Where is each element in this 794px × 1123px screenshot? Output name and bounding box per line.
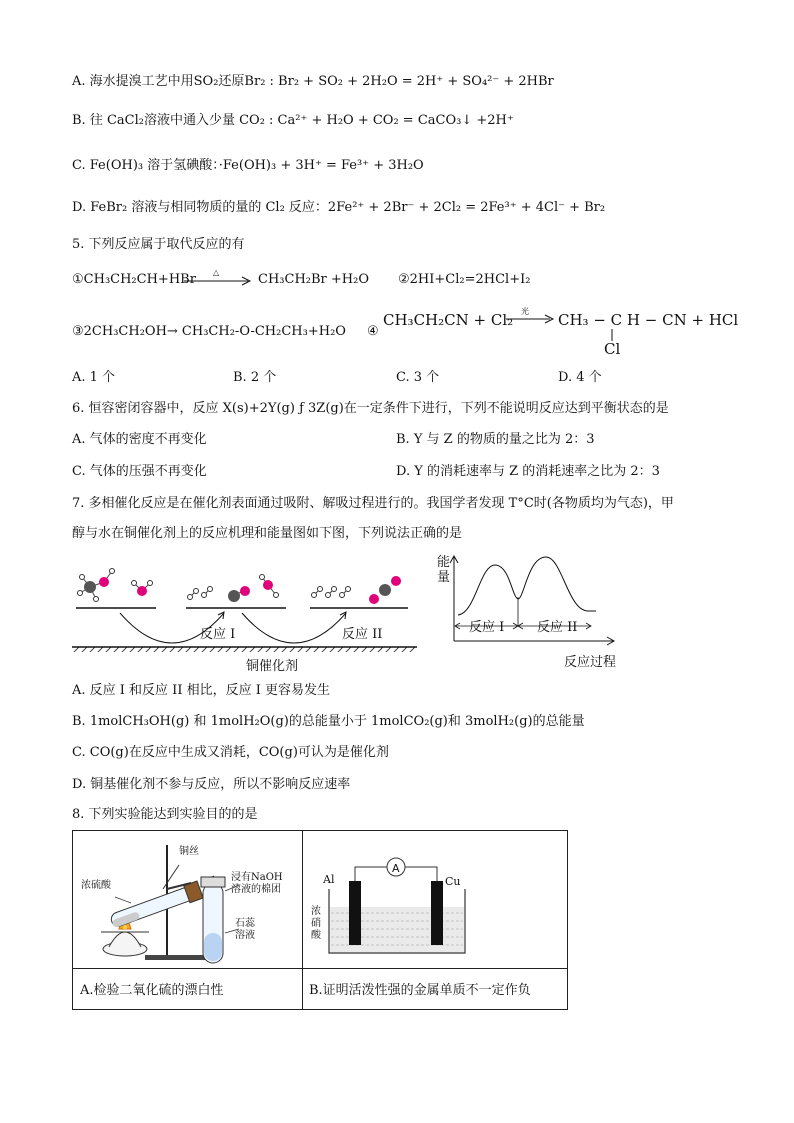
q8-caption-a: A.检验二氧化硫的漂白性 <box>80 983 224 998</box>
q5-reaction-1-right: CH₃CH₂Br +H₂O <box>258 272 369 287</box>
q7-energy-label-reaction-2: 反应 II <box>537 620 578 635</box>
q7-stem-line-1: 7. 多相催化反应是在催化剂表面通过吸附、解吸过程进行的。我国学者发现 T°C时(各物质均为气态)，甲 <box>72 496 674 511</box>
q8-label-al: Al <box>323 873 335 886</box>
q5-option-a: A. 1 个 <box>72 370 116 385</box>
q5-reaction-3: ③2CH₃CH₂OH→ CH₃CH₂-O-CH₂CH₃+H₂O <box>72 324 346 339</box>
q5-reaction-4-number: ④ <box>367 324 379 339</box>
q8-label-nitric-acid-1: 浓 <box>311 906 321 917</box>
q6-option-c: C. 气体的压强不再变化 <box>72 464 207 479</box>
q5-reaction-1-left: ①CH₃CH₂CH+HBr <box>72 272 196 287</box>
q5-reaction-4-left: CH₃CH₂CN + Cl₂ <box>383 311 514 329</box>
q5-option-d: D. 4 个 <box>558 370 602 385</box>
q7-stem-line-2: 醇与水在铜催化剂上的反应机理和能量图如下图，下列说法正确的是 <box>72 526 463 541</box>
q8-label-nitric-acid-2: 硝 <box>311 918 321 929</box>
q6-option-b: B. Y 与 Z 的物质的量之比为 2：3 <box>396 432 595 447</box>
q5-reaction-1-condition: △ <box>213 268 220 277</box>
q8-stem: 8. 下列实验能达到实验目的的是 <box>72 807 258 822</box>
q6-option-a: A. 气体的密度不再变化 <box>72 432 207 447</box>
q7-option-c: C. CO(g)在反应中生成又消耗，CO(g)可认为是催化剂 <box>72 745 389 760</box>
q4-option-a: A. 海水提溴工艺中用SO₂还原Br₂ : Br₂ + SO₂ + 2H₂O = 2H⁺ + SO₄²⁻ + 2HBr <box>72 74 554 89</box>
q5-reaction-2: ②2HI+Cl₂=2HCl+I₂ <box>398 272 531 287</box>
q8-label-nitric-acid-3: 酸 <box>311 930 321 941</box>
q7-mechanism-label-reaction-1: 反应 I <box>200 627 236 642</box>
q8-label-naoh-cotton-2: 溶液的棉团 <box>231 884 281 895</box>
q7-energy-axis-label: 能量 <box>437 555 451 585</box>
q8-label-litmus-1: 石蕊 <box>235 918 255 929</box>
q7-option-d: D. 铜基催化剂不参与反应，所以不影响反应速率 <box>72 777 351 792</box>
q5-option-c: C. 3 个 <box>396 370 440 385</box>
q4-option-b: B. 往 CaCl₂溶液中通入少量 CO₂ : Ca²⁺ + H₂O + CO₂ = CaCO₃↓ +2H⁺ <box>72 113 514 128</box>
q7-energy-label-reaction-1: 反应 I <box>469 620 505 635</box>
q5-reaction-4-arrow <box>505 310 555 326</box>
q7-mechanism-figure <box>72 555 422 675</box>
q8-label-copper-wire: 铜丝 <box>179 846 199 857</box>
q4-option-d: D. FeBr₂ 溶液与相同物质的量的 Cl₂ 反应：2Fe²⁺ + 2Br⁻ + 2Cl₂ = 2Fe³⁺ + 4Cl⁻ + Br₂ <box>72 200 606 215</box>
q5-option-b: B. 2 个 <box>233 370 277 385</box>
q5-stem: 5. 下列反应属于取代反应的有 <box>72 237 245 252</box>
q7-option-b: B. 1molCH₃OH(g) 和 1molH₂O(g)的总能量小于 1molCO₂(g)和 3molH₂(g)的总能量 <box>72 714 585 729</box>
q7-catalyst-label: 铜催化剂 <box>246 659 299 674</box>
q8-caption-b: B.证明活泼性强的金属单质不一定作负 <box>309 983 531 998</box>
q7-mechanism-label-reaction-2: 反应 II <box>342 627 383 642</box>
q6-option-d: D. Y 的消耗速率与 Z 的消耗速率之比为 2：3 <box>396 464 660 479</box>
q5-reaction-4-right: CH₃ − C H − CN + HCl <box>558 311 739 329</box>
q4-option-c: C. Fe(OH)₃ 溶于氢碘酸：·Fe(OH)₃ + 3H⁺ = Fe³⁺ + 3H₂O <box>72 158 424 173</box>
q8-label-litmus-2: 溶液 <box>235 930 255 941</box>
q7-option-a: A. 反应 I 和反应 II 相比，反应 I 更容易发生 <box>72 683 330 698</box>
q5-reaction-4-condition: 光 <box>521 307 529 316</box>
q8-label-cu: Cu <box>445 875 461 888</box>
q7-energy-diagram <box>436 555 636 660</box>
q5-reaction-4-substituent: Cl <box>604 340 621 358</box>
q8-experiment-table <box>72 830 568 1010</box>
q6-stem: 6. 恒容密闭容器中，反应 X(s)+2Y(g) ƒ 3Z(g)在一定条件下进行，下列不能说明反应达到平衡状态的是 <box>72 401 669 416</box>
q8-apparatus-b <box>309 841 559 961</box>
q8-label-naoh-cotton-1: 浸有NaOH <box>231 872 283 883</box>
q8-label-sulfuric-acid: 浓硫酸 <box>81 880 111 891</box>
q8-ammeter-label: A <box>392 862 400 875</box>
q7-process-axis-label: 反应过程 <box>564 655 617 670</box>
